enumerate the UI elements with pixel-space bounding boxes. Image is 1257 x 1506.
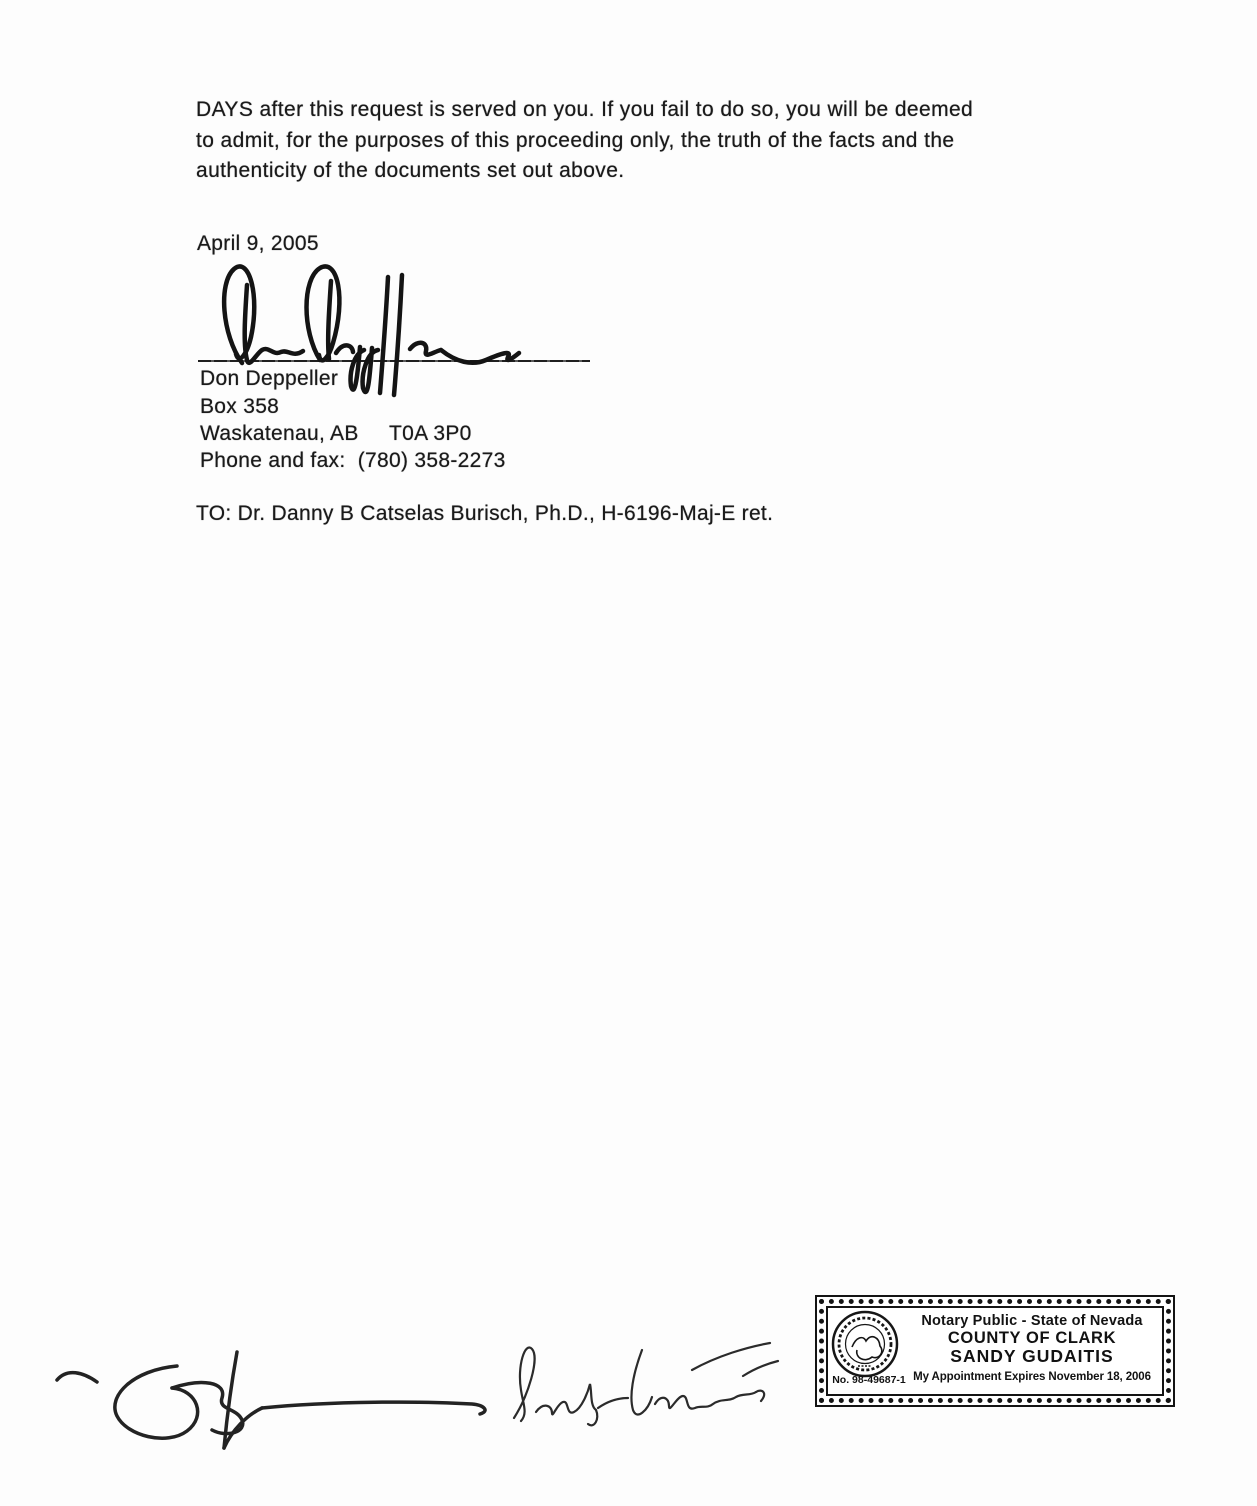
signer-phone-fax: Phone and fax: (780) 358-2273	[200, 449, 506, 472]
paragraph-line-3: authenticity of the documents set out above.	[196, 159, 625, 182]
state-seal-icon	[830, 1309, 900, 1379]
request-paragraph	[196, 95, 973, 187]
notary-signature-drawing	[500, 1334, 790, 1434]
bottom-left-signature-drawing	[45, 1338, 505, 1463]
notary-stamp-inner-box	[826, 1306, 1164, 1396]
don-deppeller-signature	[190, 253, 610, 408]
notary-stamp	[815, 1295, 1175, 1407]
notary-stamp-zigzag-border	[819, 1299, 1171, 1403]
don-deppeller-signature-drawing	[190, 253, 610, 408]
signer-po-box: Box 358	[200, 395, 280, 418]
paragraph-line-2: to admit, for the purposes of this proceeding only, the truth of the facts and the	[196, 128, 955, 152]
stamp-expiry: My Appointment Expires November 18, 2006	[913, 1371, 1151, 1383]
to-line: TO: Dr. Danny B Catselas Burisch, Ph.D., H-6196-Maj-E ret.	[196, 502, 774, 525]
paragraph-line-1: DAYS after this request is served on you. If you fail to do so, you will be deemed	[196, 98, 974, 121]
stamp-county: COUNTY OF CLARK	[947, 1329, 1117, 1347]
signer-name: Don Deppeller	[200, 367, 339, 390]
date-line: April 9, 2005	[197, 232, 319, 255]
stamp-notary-name: SANDY GUDAITIS	[950, 1346, 1114, 1366]
stamp-title: Notary Public - State of Nevada	[921, 1313, 1143, 1329]
notary-signature	[500, 1334, 790, 1434]
stamp-commission-number: No. 98-49687-1	[832, 1374, 906, 1386]
bottom-left-signature	[45, 1338, 505, 1463]
signer-city-postal: Waskatenau, AB T0A 3P0	[200, 422, 472, 445]
